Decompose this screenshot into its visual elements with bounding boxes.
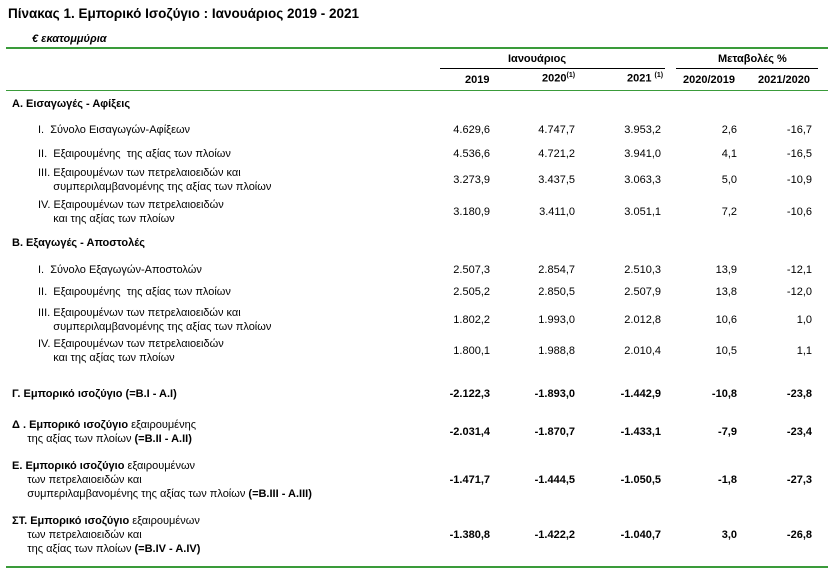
balance-row-3-v2020: -1.444,5: [534, 474, 575, 486]
exports-row-1-v2021: 2.510,3: [624, 264, 661, 276]
col-header-2019: 2019: [465, 74, 490, 86]
group-header-changes: Μεταβολές %: [718, 53, 787, 65]
exports-row-4-v2021: 2.010,4: [624, 345, 661, 357]
imports-row-3-c2: -10,9: [786, 174, 812, 186]
exports-row-4-v2019: 1.800,1: [453, 345, 490, 357]
imports-row-3-c1: 5,0: [721, 174, 737, 186]
balance-row-4-v2021: -1.040,7: [620, 529, 661, 541]
imports-row-4-v2019: 3.180,9: [453, 206, 490, 218]
balance-row-1-v2020: -1.893,0: [534, 388, 575, 400]
balance-row-1-label: Γ. Εμπορικό ισοζύγιο (=Β.Ι - Α.Ι): [12, 388, 177, 400]
unit-label: € εκατομμύρια: [32, 33, 107, 45]
imports-row-4-v2020: 3.411,0: [539, 206, 575, 218]
balance-row-2-c1: -7,9: [718, 426, 737, 438]
imports-row-2-label: II. Εξαιρουμένης της αξίας των πλοίων: [38, 148, 231, 160]
exports-row-1-v2020: 2.854,7: [538, 264, 575, 276]
imports-row-1-v2021: 3.953,2: [624, 124, 661, 136]
balance-row-4-label: ΣΤ. Εμπορικό ισοζύγιο εξαιρουμένων των πετρελαιοειδών και της αξίας των πλοίων (=Β.IV - A.IV): [12, 515, 201, 555]
imports-row-1-label: I. Σύνολο Εισαγωγών-Αφίξεων: [38, 124, 191, 136]
group-underline-january: [440, 68, 665, 69]
exports-row-2-v2020: 2.850,5: [538, 286, 575, 298]
exports-row-2-c2: -12,0: [786, 286, 812, 298]
imports-row-4-v2021: 3.051,1: [624, 206, 661, 218]
exports-row-3-v2019: 1.802,2: [453, 314, 490, 326]
balance-row-2-v2021: -1.433,1: [620, 426, 661, 438]
imports-row-4-c2: -10,6: [786, 206, 812, 218]
balance-row-4-c1: 3,0: [721, 529, 737, 541]
exports-row-1-c1: 13,9: [715, 264, 737, 276]
balance-row-2-label: Δ . Εμπορικό ισοζύγιο εξαιρουμένης της αξίας των πλοίων (=Β.ΙΙ - Α.ΙΙ): [12, 419, 196, 445]
top-rule: [6, 47, 828, 49]
exports-row-1-c2: -12,1: [786, 264, 812, 276]
exports-row-1-v2019: 2.507,3: [453, 264, 490, 276]
header-rule: [6, 90, 828, 91]
balance-row-1-v2021: -1.442,9: [620, 388, 661, 400]
imports-row-1-v2019: 4.629,6: [453, 124, 490, 136]
imports-row-3-v2021: 3.063,3: [624, 174, 661, 186]
imports-row-2-c1: 4,1: [721, 148, 737, 160]
balance-row-3-c1: -1,8: [718, 474, 737, 486]
balance-row-4-v2020: -1.422,2: [534, 529, 575, 541]
imports-row-2-v2019: 4.536,6: [453, 148, 490, 160]
group-header-january: Ιανουάριος: [508, 53, 567, 65]
balance-row-4-v2019: -1.380,8: [449, 529, 490, 541]
balance-row-2-v2020: -1.870,7: [534, 426, 575, 438]
imports-row-2-c2: -16,5: [786, 148, 812, 160]
imports-row-2-v2020: 4.721,2: [538, 148, 575, 160]
balance-row-3-v2021: -1.050,5: [620, 474, 661, 486]
section-b-title: Β. Εξαγωγές - Αποστολές: [12, 237, 145, 249]
exports-row-2-v2021: 2.507,9: [624, 286, 661, 298]
exports-row-4-c1: 10,5: [715, 345, 737, 357]
exports-row-2-label: II. Εξαιρουμένης της αξίας των πλοίων: [38, 286, 231, 298]
balance-row-1-v2019: -2.122,3: [449, 388, 490, 400]
imports-row-1-c1: 2,6: [721, 124, 737, 136]
balance-row-2-v2019: -2.031,4: [449, 426, 490, 438]
imports-row-3-label: III. Εξαιρουμένων των πετρελαιοειδών και συμπεριλαμβανομένης της αξίας των πλοίων: [38, 167, 272, 193]
imports-row-4-c1: 7,2: [721, 206, 737, 218]
balance-row-2-c2: -23,4: [786, 426, 812, 438]
bottom-rule: [6, 566, 828, 568]
imports-row-3-v2019: 3.273,9: [453, 174, 490, 186]
exports-row-3-label: III. Εξαιρουμένων των πετρελαιοειδών και συμπεριλαμβανομένης της αξίας των πλοίων: [38, 307, 272, 333]
exports-row-4-label: IV. Εξαιρουμένων των πετρελαιοειδών και της αξίας των πλοίων: [38, 338, 224, 364]
imports-row-2-v2021: 3.941,0: [624, 148, 661, 160]
imports-row-3-v2020: 3.437,5: [538, 174, 575, 186]
balance-row-3-v2019: -1.471,7: [449, 474, 490, 486]
exports-row-4-v2020: 1.988,8: [538, 345, 575, 357]
exports-row-1-label: I. Σύνολο Εξαγωγών-Αποστολών: [38, 264, 202, 276]
balance-row-1-c1: -10,8: [711, 388, 737, 400]
col-header-change-2021-2020: 2021/2020: [758, 74, 810, 86]
exports-row-4-c2: 1,1: [796, 345, 812, 357]
imports-row-1-v2020: 4.747,7: [538, 124, 575, 136]
balance-row-3-c2: -27,3: [786, 474, 812, 486]
exports-row-3-c2: 1,0: [796, 314, 812, 326]
exports-row-3-c1: 10,6: [715, 314, 737, 326]
section-a-title: Α. Εισαγωγές - Αφίξεις: [12, 98, 131, 110]
imports-row-4-label: IV. Εξαιρουμένων των πετρελαιοειδών και της αξίας των πλοίων: [38, 199, 224, 225]
group-underline-changes: [676, 68, 818, 69]
col-header-change-2020-2019: 2020/2019: [683, 74, 735, 86]
exports-row-3-v2021: 2.012,8: [624, 314, 661, 326]
balance-row-1-c2: -23,8: [786, 388, 812, 400]
col-header-2021: 2021 $^{(1)}$: [627, 72, 664, 85]
table-title: Πίνακας 1. Εμπορικό Ισοζύγιο : Ιανουάριος 2019 - 2021: [8, 6, 360, 21]
col-header-2020: 2020$^{(1)}$: [542, 72, 576, 85]
imports-row-1-c2: -16,7: [786, 124, 812, 136]
exports-row-2-v2019: 2.505,2: [453, 286, 490, 298]
exports-row-3-v2020: 1.993,0: [538, 314, 575, 326]
balance-row-3-label: Ε. Εμπορικό ισοζύγιο εξαιρουμένων των πετρελαιοειδών και συμπεριλαμβανομένης της αξίας των πλοίων (=Β.ΙΙΙ - Α.ΙΙΙ): [12, 460, 312, 500]
exports-row-2-c1: 13,8: [715, 286, 737, 298]
balance-row-4-c2: -26,8: [786, 529, 812, 541]
